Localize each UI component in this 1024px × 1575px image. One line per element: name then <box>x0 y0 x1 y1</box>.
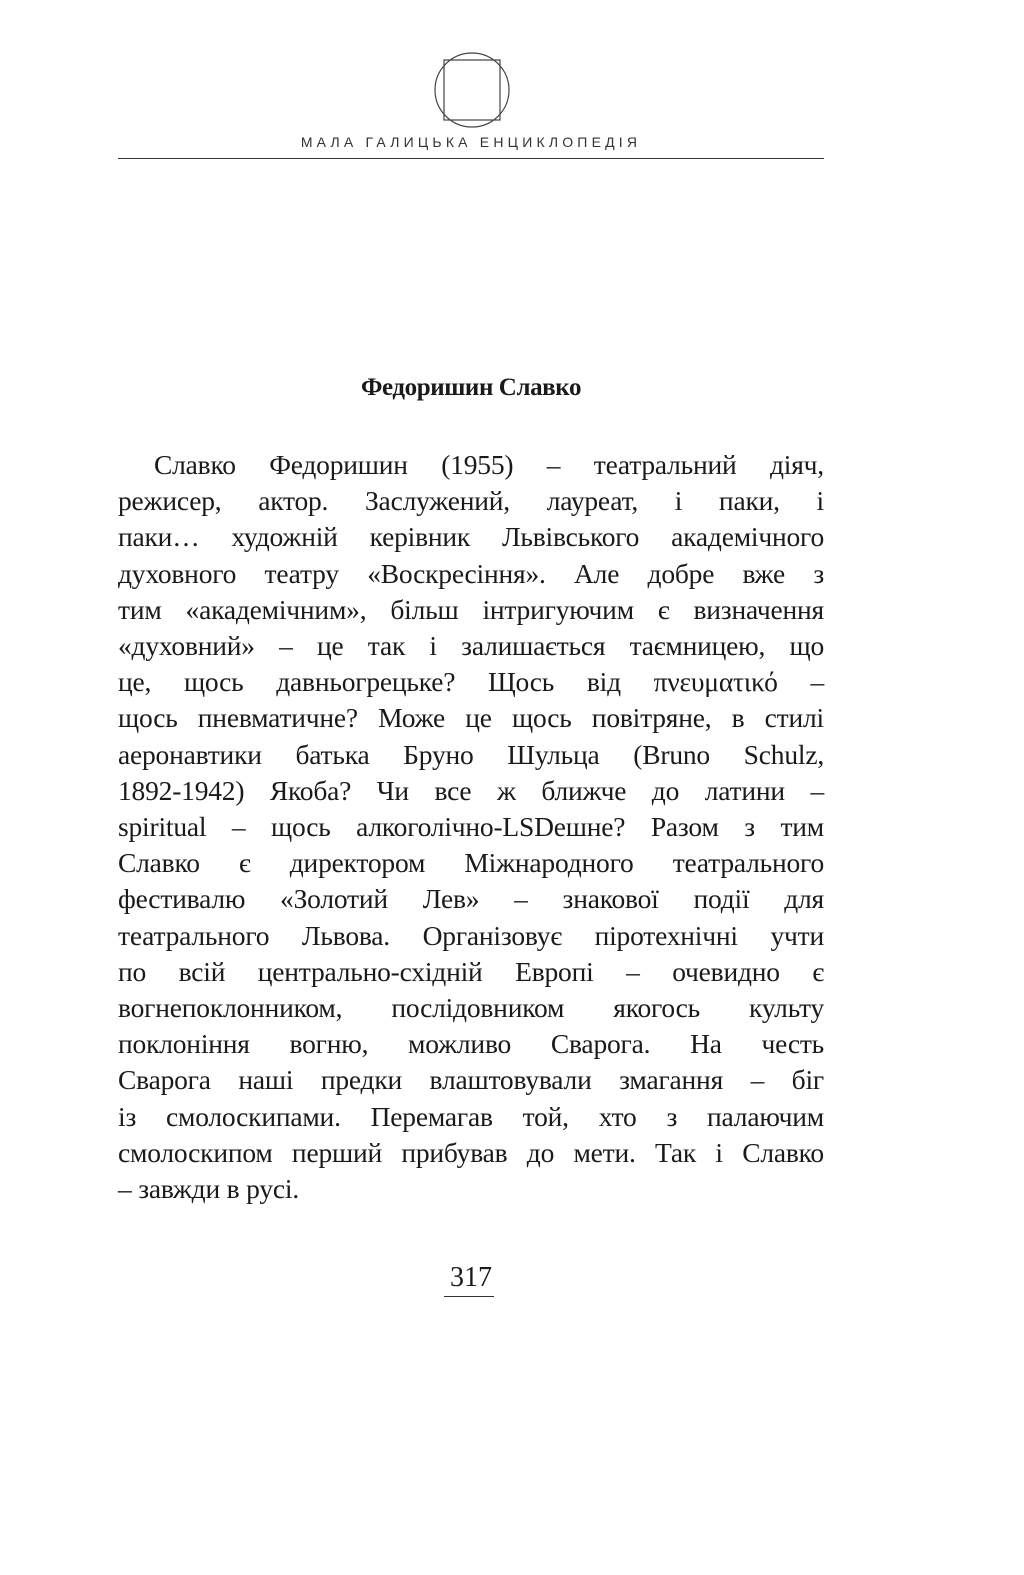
body-line: фестивалю «Золотий Лев» – знакової події для <box>118 883 824 915</box>
body-line: – завжди в русі. <box>118 1173 299 1205</box>
body-line: поклоніння вогню, можливо Сварога. На честь <box>118 1028 824 1060</box>
body-line: режисер, актор. Заслужений, лауреат, і паки, і <box>118 485 824 517</box>
body-line: духовного театру «Воскресіння». Але добре вже з <box>118 557 824 589</box>
body-line: щось пневматичне? Може це щось повітряне, в стилі <box>118 702 824 734</box>
body-line: тим «академічним», більш інтригуючим є визначення <box>118 593 824 625</box>
body-line: 1892-1942) Якоба? Чи все ж ближче до латини – <box>118 774 824 806</box>
body-line: Славко Федоришин (1955) – театральний діяч, <box>154 449 824 480</box>
page-number: 317 <box>450 1262 492 1293</box>
running-head: МАЛА ГАЛИЦЬКА ЕНЦИКЛОПЕДІЯ <box>300 134 642 150</box>
body-line: смолоскипом перший прибував до мети. Так і Славко <box>118 1136 824 1168</box>
entry-title: Федоришин Славко <box>360 374 582 401</box>
body-line: «духовний» – це так і залишається таємницею, що <box>118 630 824 662</box>
body-line: по всій центрально-східній Европі – очевидно є <box>118 955 824 987</box>
page-number-rule <box>444 1296 494 1297</box>
body-line: Славко є директором Міжнародного театрального <box>118 847 824 879</box>
circle-square-emblem-icon <box>432 50 512 130</box>
body-line: театрального Львова. Організовує піротехнічні учти <box>118 919 824 951</box>
body-line: аеронавтики батька Бруно Шульца (Bruno Schulz, <box>118 738 824 770</box>
header-rule <box>118 158 824 159</box>
body-line: це, щось давньогрецьке? Щось від πνευματικό – <box>118 666 824 698</box>
entry-body <box>118 447 824 1207</box>
body-line: Сварога наші предки влаштовували змагання – біг <box>118 1064 824 1096</box>
body-line: вогнепоклонником, послідовником якогось культу <box>118 992 824 1024</box>
body-line: паки… художній керівник Львівського академічного <box>118 521 824 553</box>
body-line: із смолоскипами. Перемагав той, хто з палаючим <box>118 1100 824 1132</box>
body-line: spiritual – щось алкоголічно-LSDешне? Разом з тим <box>118 811 824 843</box>
